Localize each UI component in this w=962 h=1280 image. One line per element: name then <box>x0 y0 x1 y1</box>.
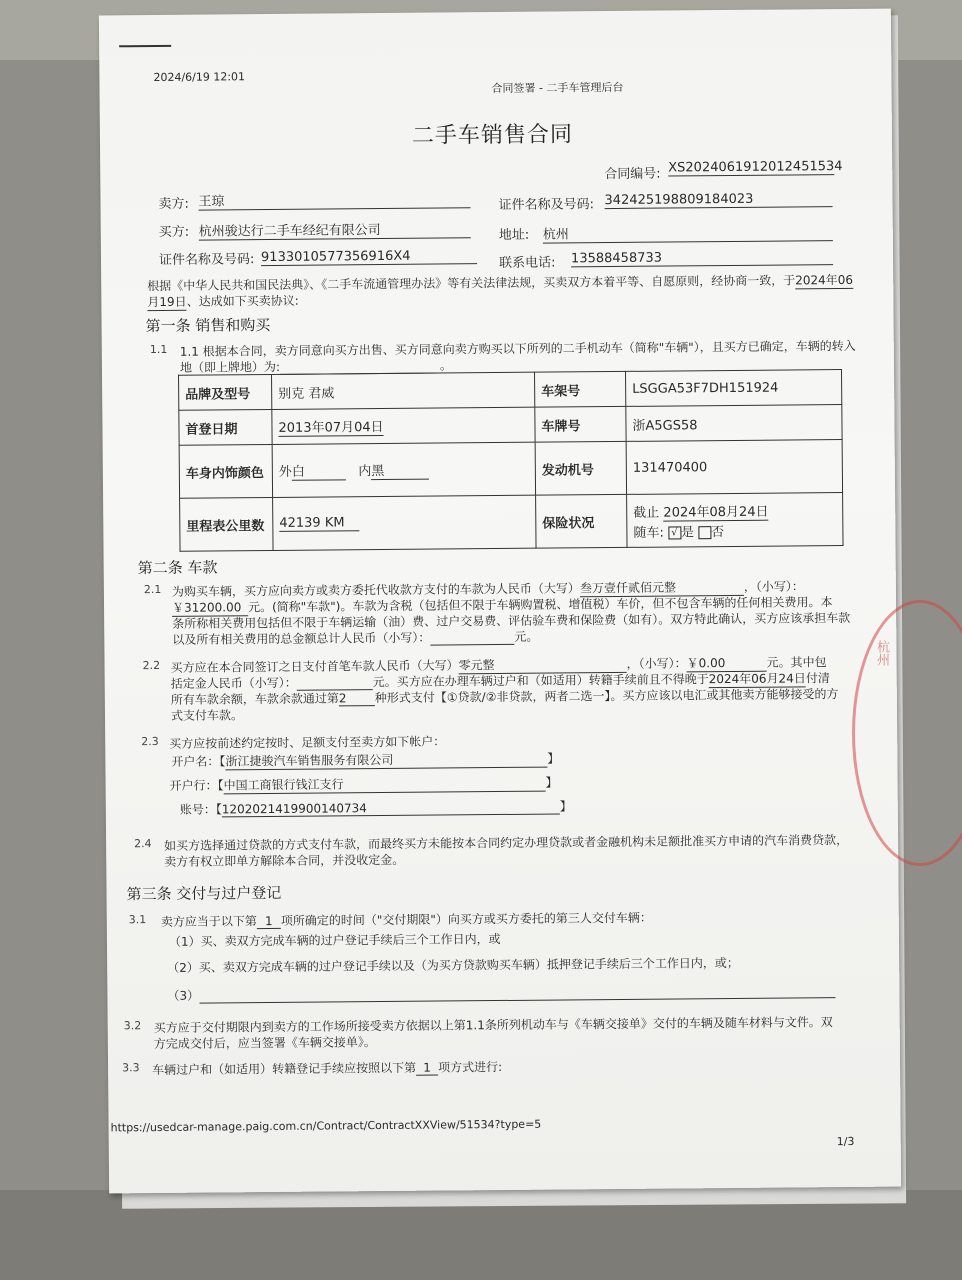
insurance-cell: 截止 2024年08月24日 随车: √ 是 否 <box>627 493 843 548</box>
clause-2-1-line3: 条所称相关费用包括但不限于车辆运输（油）费、过户交易费、评估验车费和保险费（如有）。双方特此确认，买方应该承担车款 <box>172 610 851 631</box>
bank-row: 开户行：【中国工商银行钱江支行 】 <box>169 775 558 793</box>
clause-2-2-line3: 所有车款余额，车款余款通过第2 种形式支付【①贷款/②非贷款，两者二选一】。买方应该以电汇或其他卖方能够接受的方 <box>170 687 839 707</box>
reg-date-value: 2013年07月04日 <box>278 416 383 437</box>
clause-3-2-num: 3.2 <box>123 1019 142 1033</box>
account-name-row: 开户名：【浙江捷骏汽车销售服务有限公司 】 <box>171 751 560 769</box>
address: 杭州 <box>543 221 833 244</box>
contract-number-label: 合同编号: <box>604 166 661 183</box>
clause-2-4-num: 2.4 <box>134 837 152 851</box>
bank-name: 中国工商银行钱江支行 <box>224 774 546 795</box>
balance-due-date: 2024年06月24日 <box>708 671 806 687</box>
vin-value: LSGGA53F7DH151924 <box>626 370 842 407</box>
insurance-label: 保险状况 <box>536 494 627 548</box>
contract-page <box>99 9 901 1194</box>
plate-label: 车牌号 <box>535 406 626 442</box>
clause-3-1-text: 卖方应当于以下第 1 项所确定的时间（"交付期限"）向买方或买方委托的第三人交付车辆： <box>160 910 652 929</box>
preamble-line1: 根据《中华人民共和国民法典》、《二手车流通管理办法》等有关法律法规，买卖双方本着平等、自愿原则，经协商一致，于2024年06 <box>147 272 854 294</box>
clause-3-1-opt3: （3） <box>167 981 835 1004</box>
article1-title: 第一条 销售和购买 <box>145 315 271 336</box>
account-number-row: 账号：【1202021419900140734 】 <box>179 799 572 817</box>
payment-way: 2 <box>339 691 375 706</box>
buyer-id: 9133010577356916X4 <box>261 248 477 266</box>
interior-color: 黑 <box>371 460 429 481</box>
with-car-yes-checkbox: √ <box>668 526 681 539</box>
phone-label: 联系电话: <box>498 255 556 271</box>
reg-date-cell <box>272 407 535 444</box>
account-number: 1202021419900140734 <box>222 799 560 817</box>
first-payment-in-words: 零元整 <box>458 655 626 674</box>
preamble-line2: 月19日、达成如下买卖协议: <box>147 293 299 310</box>
buyer-id-label: 证件名称及号码: <box>158 252 255 268</box>
phone: 13588458733 <box>571 249 833 267</box>
seller-name: 王琼 <box>198 188 470 210</box>
with-car-no-checkbox <box>698 526 711 539</box>
clause-2-4-line2: 卖方有权立即单方解除本合同，并没收定金。 <box>164 852 405 869</box>
clause-2-1-line4: 以及所有相关费用的总金额总计人民币（小写）： 元。 <box>172 629 539 647</box>
delivery-option: 1 <box>257 914 281 929</box>
clause-3-1-num: 3.1 <box>128 913 147 927</box>
clause-2-2-num: 2.2 <box>142 658 161 673</box>
mileage-cell <box>273 495 536 550</box>
print-datetime: 2024/6/19 12:01 <box>153 70 246 85</box>
first-payment-amount: ￥0.00 <box>687 654 767 673</box>
address-label: 地址: <box>498 227 530 243</box>
contract-title: 二手车销售合同 <box>411 122 574 149</box>
mileage-label: 里程表公里数 <box>180 497 273 551</box>
seller-id-label: 证件名称及号码: <box>498 197 595 213</box>
vin-label: 车架号 <box>535 371 626 407</box>
brand-value: 别克 君威 <box>272 372 535 409</box>
insurance-until: 2024年08月24日 <box>663 500 768 521</box>
vehicle-table <box>178 369 844 552</box>
clause-2-3-text: 买方应按前述约定按时、足额支付至卖方如下帐户： <box>169 734 446 751</box>
brand-label: 品牌及型号 <box>179 374 272 410</box>
color-label: 车身内饰颜色 <box>179 444 272 498</box>
clause-2-1-num: 2.1 <box>143 582 162 597</box>
clause-2-3-num: 2.3 <box>141 734 159 749</box>
clause-1-1-num: 1.1 <box>149 342 168 357</box>
preamble-date-part1: 2024年06 <box>795 272 854 288</box>
clause-2-1-line1: 为购买车辆，买方应向卖方或卖方委托代收款方支付的车款为人民币（大写）叁万壹仟贰佰元整 ，（小写）： <box>171 579 804 599</box>
print-url: https://usedcar-manage.paig.com.cn/Contract/ContractXXView/51534?type=5 <box>110 1117 542 1135</box>
engine-value: 131470400 <box>626 440 842 495</box>
clause-3-2-line2: 方完成交付后，应当签署《车辆交接单》。 <box>153 1035 376 1052</box>
clause-1-1-text: 1.1 根据本合同，卖方同意向买方出售、买方同意向卖方购买以下所列的二手机动车（简称"车辆"），且买方已确定，车辆的转入 <box>179 338 856 359</box>
engine-label: 发动机号 <box>535 441 626 495</box>
clause-3-3-text: 车辆过户和（如适用）转籍登记手续应按照以下第 1 项方式进行: <box>152 1059 503 1078</box>
seller-id: 342425198809184023 <box>604 191 832 209</box>
preamble-date-part2: 月19日 <box>147 294 187 310</box>
clause-2-4-line1: 如买方选择通过贷款的方式支付车款，而最终买方未能按本合同约定办理贷款或者金融机构未足额批准买方申请的汽车消费贷款， <box>164 832 849 853</box>
account-name: 浙江捷骏汽车销售服务有限公司 <box>225 750 547 771</box>
buyer-name: 杭州骏达行二手车经纪有限公司 <box>199 218 471 240</box>
print-page-title: 合同签署 - 二手车管理后台 <box>491 80 624 96</box>
color-cell: 外白 内黑 <box>272 442 535 497</box>
clause-3-1-opt1: （1）买、卖双方完成车辆的过户登记手续后三个工作日内，或 <box>168 932 501 949</box>
price-in-words: 叁万壹仟贰佰元整 <box>580 578 744 597</box>
transfer-option: 1 <box>416 1061 438 1076</box>
plate-value: 浙A5GS58 <box>626 405 842 442</box>
contract-number: XS2024061912012451534 <box>668 158 843 176</box>
clause-1-1-text2: 地（即上牌地）为: 。 <box>179 358 453 375</box>
seller-label: 卖方: <box>158 196 189 212</box>
clause-3-3-num: 3.3 <box>122 1061 140 1075</box>
clause-2-2-line4: 式支付车款。 <box>170 708 244 723</box>
clause-3-2-line1: 买方应于交付期限内到卖方的工作场所接受卖方依据以上第1.1条所列机动车与《车辆交接单》交付的车辆及随车材料与文件。双 <box>153 1015 833 1036</box>
clause-2-2-line1: 买方应在本合同签订之日支付首笔车款人民币（大写）零元整 ，（小写）：￥0.00 元。其中包 <box>170 655 827 675</box>
print-page-number: 1/3 <box>836 1134 855 1149</box>
article2-title: 第二条 车款 <box>137 558 218 578</box>
red-seal-text: 杭州 <box>874 640 889 666</box>
mileage-value: 42139 KM <box>279 515 359 532</box>
reg-date-label: 首登日期 <box>179 409 272 445</box>
clause-2-2-line2: 括定金人民币（小写）： 元。买方应在办理车辆过户和（如适用）转籍手续前且不得晚于2024年06月24日付清 <box>170 671 830 691</box>
pen-mark <box>119 45 171 47</box>
exterior-color: 白 <box>292 460 346 480</box>
article3-title: 第三条 交付与过户登记 <box>126 883 282 904</box>
clause-2-1-line2: ￥31200.00 元。(简称"车款")。车款为含税（包括但不限于车辆购置税、增值税）车价，但不包含车辆的任何相关费用。本 <box>171 595 833 615</box>
buyer-label: 买方: <box>158 224 190 240</box>
clause-3-1-opt2: （2）买、卖双方完成车辆的过户登记手续以及（为买方贷款购买车辆）抵押登记手续后三个工作日内，或； <box>167 955 739 975</box>
price-amount: ￥31200.00 <box>172 598 248 617</box>
